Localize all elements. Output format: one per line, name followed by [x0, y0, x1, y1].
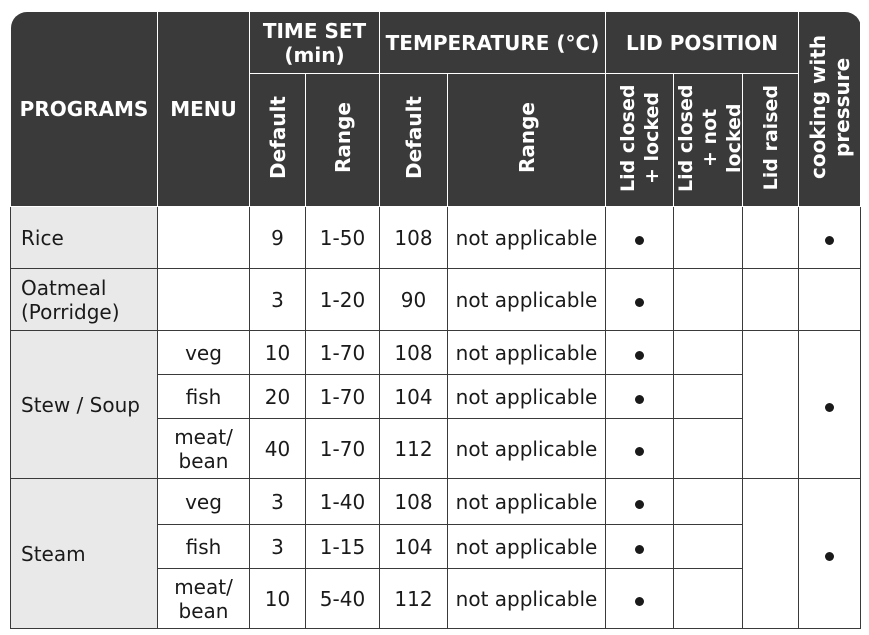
lid-closed-not-locked-cell [674, 207, 743, 269]
header-lid-position: LID POSITION [606, 12, 799, 74]
lid-closed-locked-cell [606, 525, 674, 569]
time-default-cell: 20 [250, 375, 306, 419]
bullet-icon [825, 403, 834, 412]
menu-cell: meat/ bean [158, 569, 250, 629]
menu-cell: fish [158, 525, 250, 569]
cooking-programs-table [10, 11, 860, 628]
time-default-cell: 3 [250, 525, 306, 569]
time-default-cell: 9 [250, 207, 306, 269]
pressure-cell [799, 331, 861, 479]
temp-range-cell: not applicable [448, 375, 606, 419]
table-row [11, 207, 861, 269]
time-default-label: Default [265, 95, 290, 180]
menu-cell: meat/ bean [158, 419, 250, 479]
cooking-with-pressure-label: cooking with pressure [805, 34, 854, 179]
time-range-cell: 1-20 [306, 269, 380, 331]
time-default-cell: 3 [250, 479, 306, 525]
header-time-range [306, 74, 380, 207]
bullet-icon [635, 236, 644, 245]
header-cooking-with-pressure [799, 12, 861, 207]
menu-cell: veg [158, 479, 250, 525]
pressure-cell [799, 479, 861, 629]
temp-default-label: Default [401, 95, 426, 180]
program-steam: Steam [11, 479, 158, 629]
lid-closed-locked-cell [606, 569, 674, 629]
temp-range-cell: not applicable [448, 479, 606, 525]
header-lid-raised [743, 74, 799, 207]
header-programs: PROGRAMS [11, 12, 158, 207]
header-temperature: TEMPERATURE (°C) [380, 12, 606, 74]
program-rice: Rice [11, 207, 158, 269]
time-range-cell: 1-40 [306, 479, 380, 525]
lid-closed-locked-cell [606, 331, 674, 375]
table-row [11, 479, 861, 525]
bullet-icon [825, 236, 834, 245]
lid-raised-cell [743, 331, 799, 479]
header-lid-closed-not-locked [674, 74, 746, 207]
temp-default-cell: 108 [380, 479, 448, 525]
header-lid-closed-locked [606, 74, 674, 207]
temp-default-cell: 90 [380, 269, 448, 331]
bullet-icon [635, 597, 644, 606]
lid-closed-not-locked-cell [674, 525, 743, 569]
menu-cell [158, 269, 250, 331]
header-time-default [250, 74, 306, 207]
bullet-icon [825, 552, 834, 561]
temp-default-cell: 104 [380, 525, 448, 569]
lid-closed-not-locked-cell [674, 419, 743, 479]
lid-closed-locked-cell [606, 419, 674, 479]
time-range-cell: 5-40 [306, 569, 380, 629]
time-default-cell: 10 [250, 569, 306, 629]
time-range-cell: 1-50 [306, 207, 380, 269]
time-range-cell: 1-15 [306, 525, 380, 569]
temp-default-cell: 112 [380, 419, 448, 479]
menu-cell: fish [158, 375, 250, 419]
time-default-cell: 40 [250, 419, 306, 479]
temp-range-cell: not applicable [448, 207, 606, 269]
table-row [11, 331, 861, 375]
program-stew-soup: Stew / Soup [11, 331, 158, 479]
bullet-icon [635, 500, 644, 509]
bullet-icon [635, 545, 644, 554]
lid-raised-cell [743, 207, 799, 269]
lid-raised-cell [743, 479, 799, 629]
lid-raised-cell [743, 269, 799, 331]
time-default-cell: 3 [250, 269, 306, 331]
time-range-label: Range [330, 101, 355, 173]
temp-range-cell: not applicable [448, 331, 606, 375]
menu-cell [158, 207, 250, 269]
temp-default-cell: 104 [380, 375, 448, 419]
temp-range-cell: not applicable [448, 569, 606, 629]
lid-closed-not-locked-cell [674, 269, 743, 331]
bullet-icon [635, 447, 644, 456]
lid-closed-not-locked-cell [674, 479, 743, 525]
pressure-cell [799, 207, 861, 269]
table-row [11, 269, 861, 331]
lid-closed-locked-cell [606, 479, 674, 525]
menu-cell: veg [158, 331, 250, 375]
program-oatmeal: Oatmeal (Porridge) [11, 269, 158, 331]
time-range-cell: 1-70 [306, 375, 380, 419]
lid-closed-locked-cell [606, 269, 674, 331]
header-time-set: TIME SET (min) [250, 12, 380, 74]
lid-closed-not-locked-cell [674, 331, 743, 375]
temp-range-cell: not applicable [448, 269, 606, 331]
lid-closed-locked-cell [606, 207, 674, 269]
bullet-icon [635, 351, 644, 360]
temp-default-cell: 108 [380, 331, 448, 375]
time-range-cell: 1-70 [306, 419, 380, 479]
temp-range-cell: not applicable [448, 525, 606, 569]
lid-closed-not-locked-label: Lid closed + not locked [675, 83, 746, 192]
header-temp-default [380, 74, 448, 207]
time-default-cell: 10 [250, 331, 306, 375]
temp-default-cell: 112 [380, 569, 448, 629]
lid-closed-locked-label: Lid closed + locked [616, 83, 663, 192]
bullet-icon [635, 298, 644, 307]
temp-range-cell: not applicable [448, 419, 606, 479]
lid-closed-not-locked-cell [674, 569, 743, 629]
time-range-cell: 1-70 [306, 331, 380, 375]
lid-closed-not-locked-cell [674, 375, 743, 419]
lid-raised-label: Lid raised [759, 84, 782, 191]
lid-closed-locked-cell [606, 375, 674, 419]
temp-range-label: Range [514, 101, 539, 173]
header-temp-range [448, 74, 606, 207]
temp-default-cell: 108 [380, 207, 448, 269]
header-menu: MENU [158, 12, 250, 207]
bullet-icon [635, 395, 644, 404]
pressure-cell [799, 269, 861, 331]
